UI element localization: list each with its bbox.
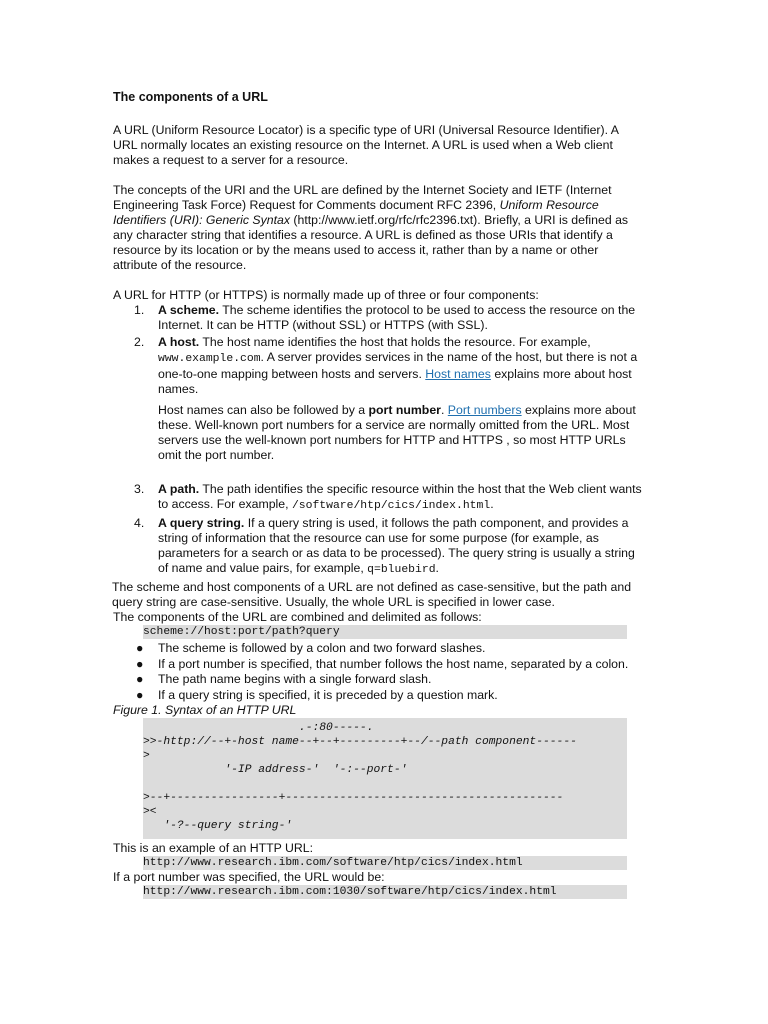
port-number-note: Host names can also be followed by a port number. Port numbers explains more about these. Well-known port numbers for a service are normally omitted from the URL. Most servers use the well-known port numbers for HTTP and HTTPS , so most HTTP URLs omit the port number. xyxy=(158,403,636,462)
document-page xyxy=(113,90,643,899)
list-item: ● If a port number is specified, that number follows the host name, separated by a colon. xyxy=(136,656,629,671)
port-url: http://www.research.ibm.com:1030/software/htp/cics/index.html xyxy=(143,885,627,899)
components-intro: A URL for HTTP (or HTTPS) is normally made up of three or four components: xyxy=(113,288,539,302)
example-url: http://www.research.ibm.com/software/htp/cics/index.html xyxy=(143,856,627,870)
port-numbers-link[interactable]: Port numbers xyxy=(447,403,522,417)
figure-caption: Figure 1. Syntax of an HTTP URL xyxy=(113,703,297,717)
list-item: ● The path name begins with a single forward slash. xyxy=(136,672,432,686)
case-sensitivity-paragraph: The scheme and host components of a URL are not defined as case-sensitive, but the path and query string are case-sensitive. Usually, the whole URL is specified in lower case. xyxy=(112,580,632,609)
port-label: If a port number was specified, the URL would be: xyxy=(113,870,385,884)
list-item: ● The scheme is followed by a colon and two forward slashes. xyxy=(136,641,486,655)
intro-paragraph: A URL (Uniform Resource Locator) is a specific type of URI (Universal Resource Identifier). A URL normally locates an existing resource on the Internet. A URL is used when a Web client makes a request to a server for a resource. xyxy=(113,123,619,167)
delimiter-bullets xyxy=(113,641,643,703)
list-item: 3. A path. The path identifies the specific resource within the host that the Web client wants to access. For example, /software/htp/cics/index.html. xyxy=(134,482,642,512)
list-item: ● If a query string is specified, it is preceded by a question mark. xyxy=(136,687,498,702)
combined-intro: The components of the URL are combined and delimited as follows: xyxy=(113,610,482,624)
list-item: 4. A query string. If a query string is used, it follows the path component, and provides a string of information that the resource can use for some purpose (for example, as parameters for a search or as data to be processed). The query string is usually a string of name and value pairs, for example, q=bluebird. xyxy=(134,516,635,576)
syntax-line: scheme://host:port/path?query xyxy=(143,625,627,639)
rfc-paragraph: The concepts of the URI and the URL are defined by the Internet Society and IETF (Internet Engineering Task Force) Request for Comments document RFC 2396, Uniform Resource Identifiers (URI): Generic Syntax (http://www.ietf.org/rfc/rfc2396.txt). Briefly, a URI is defined as any character string that identifies a resource. A URL is defined as those URIs that identify a resource by its location or by the means used to access it, rather than by a name or other attribute of the resource. xyxy=(113,183,629,272)
components-list xyxy=(113,303,643,578)
host-names-link[interactable]: Host names xyxy=(425,367,491,381)
example-label: This is an example of an HTTP URL: xyxy=(113,841,314,855)
page-title: The components of a URL xyxy=(113,90,268,104)
list-item: 1. A scheme. The scheme identifies the protocol to be used to access the resource on the Internet. It can be HTTP (without SSL) or HTTPS (with SSL). xyxy=(134,303,636,332)
syntax-diagram: .-:80-----. >>-http://--+-host name--+--+---------+--/--path component------ > '-IP address-' '-:--port-' >--+----------------+----------------------------------------- >< '-?--query string-' xyxy=(143,718,627,839)
list-item: 2. A host. The host name identifies the host that holds the resource. For example, www.example.com. A server provides services in the name of the host, but there is not a one-to-one mapping between hosts and servers. Host names explains more about host names. Host names can also be followed by a port number. Port numbers explains more about these. Well-known port numbers for a service are normally omitted from the URL. Most servers use the well-known port numbers for HTTP and HTTPS , so most HTTP URLs omit the port number. xyxy=(158,335,643,480)
